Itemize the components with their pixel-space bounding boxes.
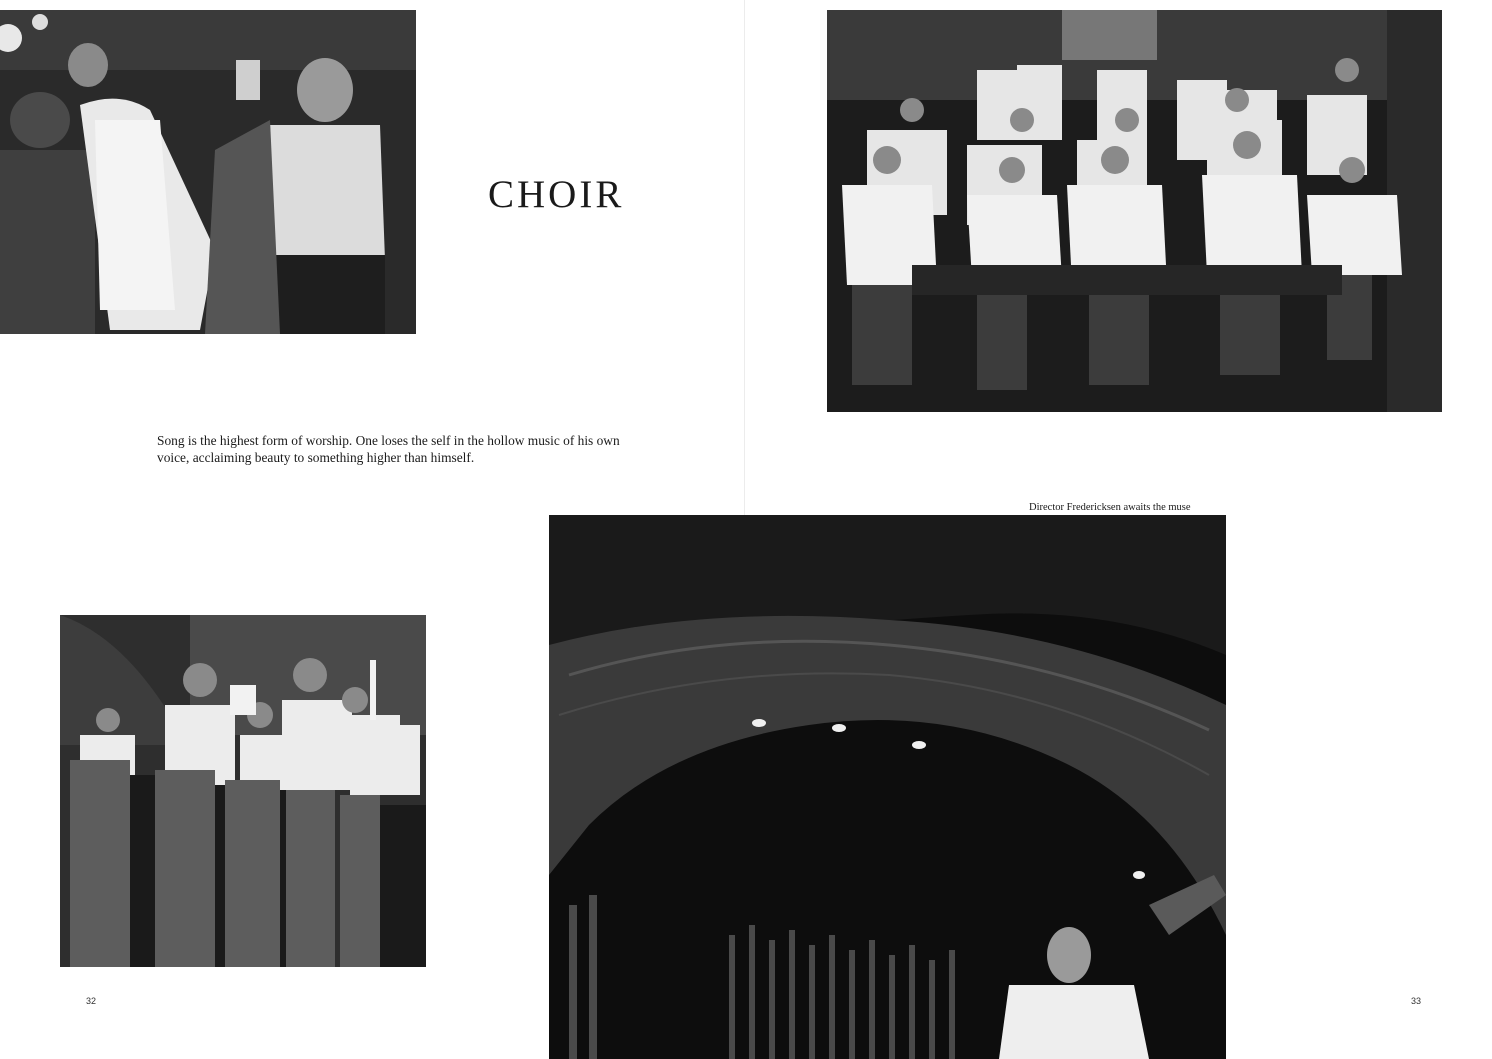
photo-caption: Director Fredericksen awaits the muse: [1029, 501, 1191, 513]
page-number-right: 33: [1411, 996, 1422, 1006]
page-title: CHOIR: [488, 173, 625, 217]
page-gutter: [744, 0, 745, 520]
photo-choir-singing: [827, 10, 1442, 412]
photo-choir-stalls: [60, 615, 426, 967]
photo-choir-robing: [0, 10, 416, 334]
page-number-left: 32: [86, 996, 97, 1006]
quote-text: Song is the highest form of worship. One loses the self in the hollow music of his own voice, acclaiming beauty to something higher than himself.: [157, 433, 620, 466]
photo-organ-director: [549, 515, 1226, 1059]
